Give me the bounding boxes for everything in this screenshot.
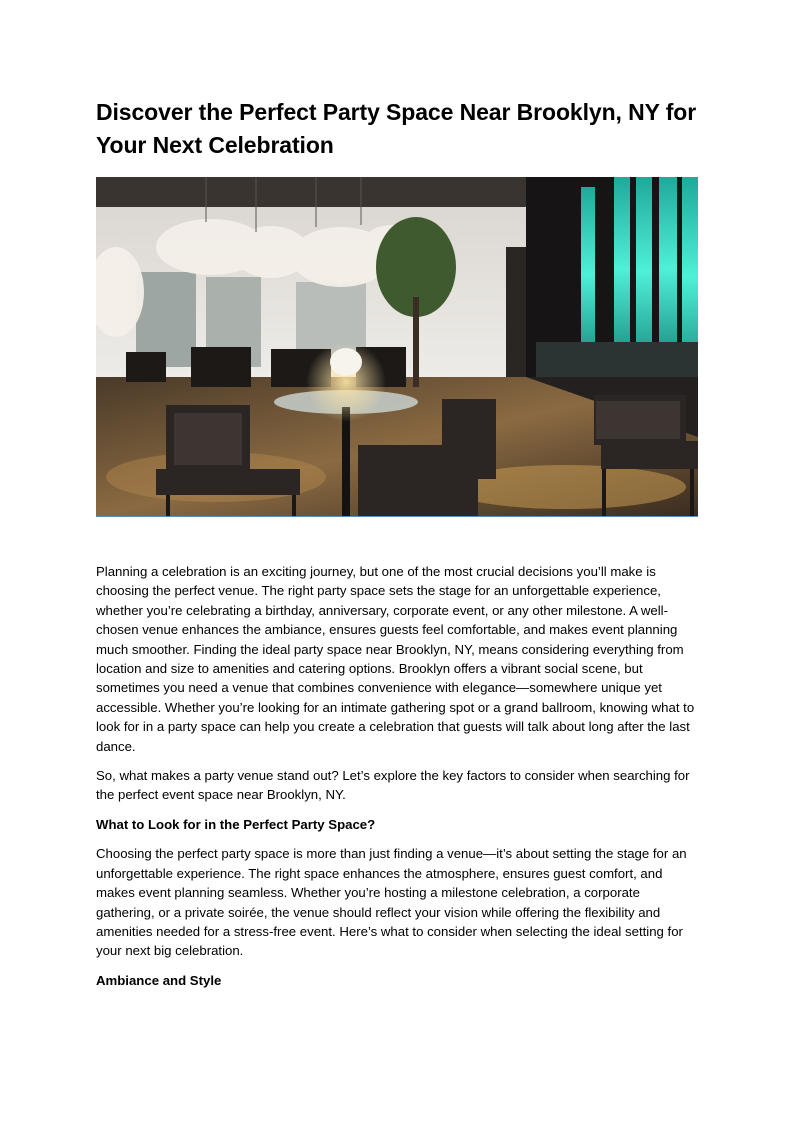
intro-paragraph: Planning a celebration is an exciting journey, but one of the most crucial decisions you’ll make is choosing the perfect venue. The right party space sets the stage for an unforgettable experience, whether you’re celebrating a birthday, anniversary, corporate event, or any other milestone. A well-chosen venue enhances the ambiance, ensures guests feel comfortable, and makes event planning much smoother. Finding the ideal party space near Brooklyn, NY, means considering everything from location and size to amenities and catering options. Brooklyn offers a vibrant social scene, but sometimes you need a venue that combines convenience with elegance—somewhere unique yet accessible. Whether you’re looking for an intimate gathering spot or a grand ballroom, knowing what to look for in a party space can help you create a celebration that guests will talk about long after the last dance.	[96, 564, 695, 754]
venue-illustration	[96, 177, 698, 516]
article-body	[96, 562, 700, 1000]
section-paragraph: Choosing the perfect party space is more than just finding a venue—it’s about setting the stage for an unforgettable experience. The right space enhances the atmosphere, ensures guest comfort, and makes event planning seamless. Whether you’re hosting a milestone celebration, a corporate gathering, or a private soirée, the venue should reflect your vision while offering the flexibility and amenities needed for a stress-free event. Here’s what to consider when selecting the ideal setting for your next big celebration.	[96, 846, 687, 959]
subsection-heading: Ambiance and Style	[96, 972, 222, 988]
image-underline	[96, 516, 698, 517]
venue-photo	[96, 177, 698, 516]
page-title: Discover the Perfect Party Space Near Brooklyn, NY for Your Next Celebration	[96, 99, 697, 158]
section-heading: What to Look for in the Perfect Party Space?	[96, 816, 376, 832]
question-paragraph: So, what makes a party venue stand out? Let’s explore the key factors to consider when searching for the perfect event space near Brooklyn, NY.	[96, 768, 690, 803]
